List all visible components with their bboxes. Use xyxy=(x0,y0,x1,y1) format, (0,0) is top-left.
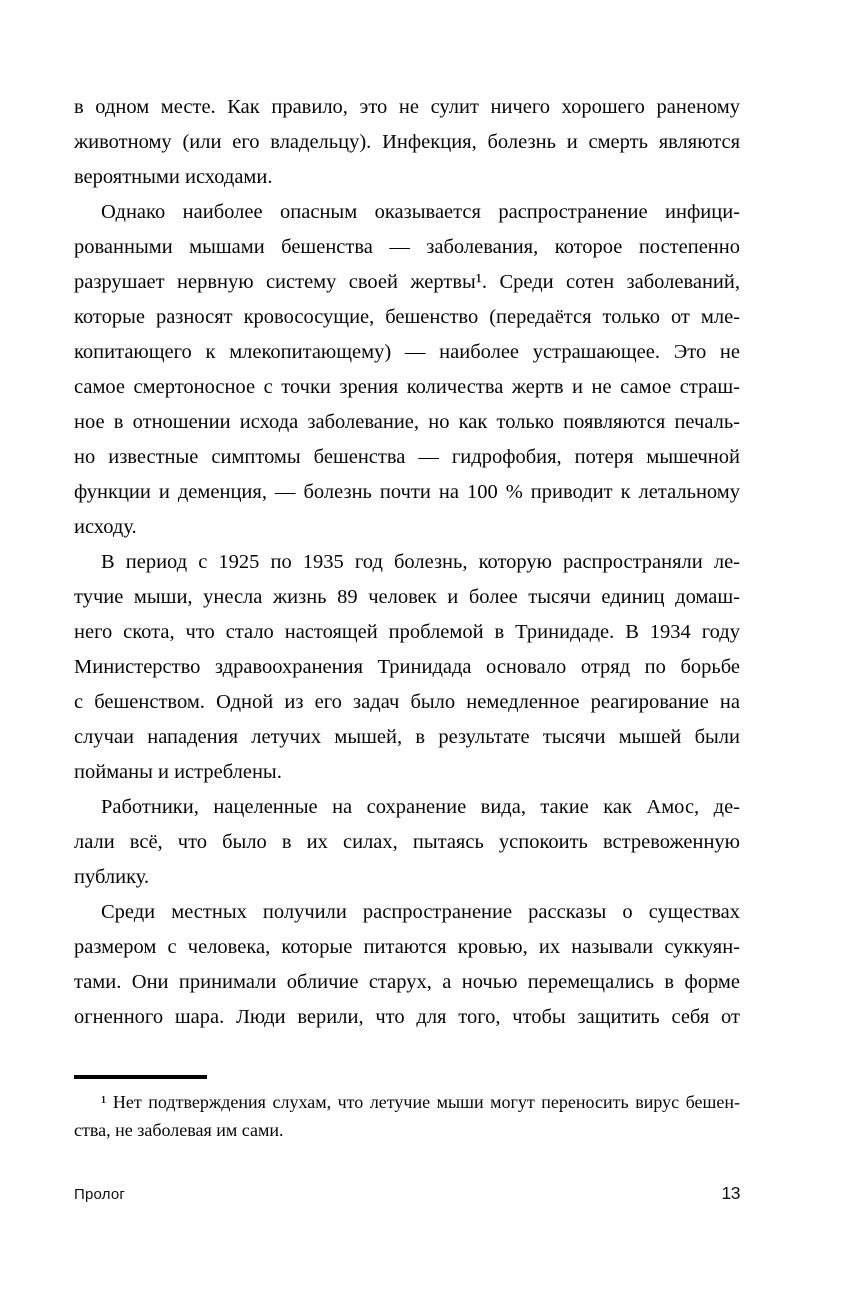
text-line: тучие мыши, унесла жизнь 89 человек и более тысячи единиц домаш- xyxy=(74,586,740,608)
text-line: ное в отношении исхода заболевание, но как только появляются печаль- xyxy=(74,411,740,433)
page-number: 13 xyxy=(721,1183,740,1203)
text-line: которые разносят кровососущие, бешенство (передаётся только от мле- xyxy=(74,306,740,328)
text-line: пойманы и истреблены. xyxy=(74,761,282,783)
text-line: разрушает нервную систему своей жертвы¹. Среди сотен заболеваний, xyxy=(74,271,740,293)
text-line: Министерство здравоохранения Тринидада основало отряд по борьбе xyxy=(74,656,740,678)
text-line: публику. xyxy=(74,866,150,888)
text-line: Среди местных получили распространение рассказы о существах xyxy=(101,901,740,923)
text-line: тами. Они принимали обличие старух, а ночью перемещались в форме xyxy=(74,971,740,993)
text-line: него скота, что стало настоящей проблемой в Тринидаде. В 1934 году xyxy=(74,621,740,643)
paragraph xyxy=(74,545,740,790)
text-line: копитающего к млекопитающему) — наиболее устрашающее. Это не xyxy=(74,341,740,363)
text-line: Работники, нацеленные на сохранение вида, такие как Амос, де- xyxy=(101,796,740,818)
text-line: в одном месте. Как правило, это не сулит ничего хорошего раненому xyxy=(74,96,740,118)
text-line: случаи нападения летучих мышей, в результате тысячи мышей были xyxy=(74,726,740,748)
paragraph xyxy=(74,895,740,1035)
text-line: но известные симптомы бешенства — гидрофобия, потеря мышечной xyxy=(74,446,740,468)
paragraph xyxy=(74,195,740,545)
footnote xyxy=(74,1088,740,1144)
text-line: огненного шара. Люди верили, что для того, чтобы защитить себя от xyxy=(74,1006,740,1028)
text-line: самое смертоносное с точки зрения количества жертв и не самое страш- xyxy=(74,376,740,398)
footnote-line: ства, не заболевая им сами. xyxy=(74,1120,284,1140)
text-line: Однако наиболее опасным оказывается распространение инфици- xyxy=(101,201,740,223)
text-line: животному (или его владельцу). Инфекция, болезнь и смерть являются xyxy=(74,131,740,153)
paragraph xyxy=(74,790,740,895)
text-line: рованными мышами бешенства — заболевания, которое постепенно xyxy=(74,236,740,258)
text-line: вероятными исходами. xyxy=(74,166,273,188)
text-line: В период с 1925 по 1935 год болезнь, которую распространяли ле- xyxy=(101,551,740,573)
main-text-block xyxy=(74,90,740,1144)
page-footer xyxy=(74,1183,740,1204)
footnote-line: ¹ Нет подтверждения слухам, что летучие мыши могут переносить вирус бешен- xyxy=(101,1092,740,1112)
text-line: с бешенством. Одной из его задач было немедленное реагирование на xyxy=(74,691,740,713)
text-line: размером с человека, которые питаются кровью, их называли суккуян- xyxy=(74,936,740,958)
text-line: лали всё, что было в их силах, пытаясь успокоить встревоженную xyxy=(74,831,740,853)
paragraph xyxy=(74,90,740,195)
text-line: функции и деменция, — болезнь почти на 100 % приводит к летальному xyxy=(74,481,740,503)
text-line: исходу. xyxy=(74,516,137,538)
running-title: Пролог xyxy=(74,1186,126,1203)
footnote-divider xyxy=(74,1075,207,1079)
